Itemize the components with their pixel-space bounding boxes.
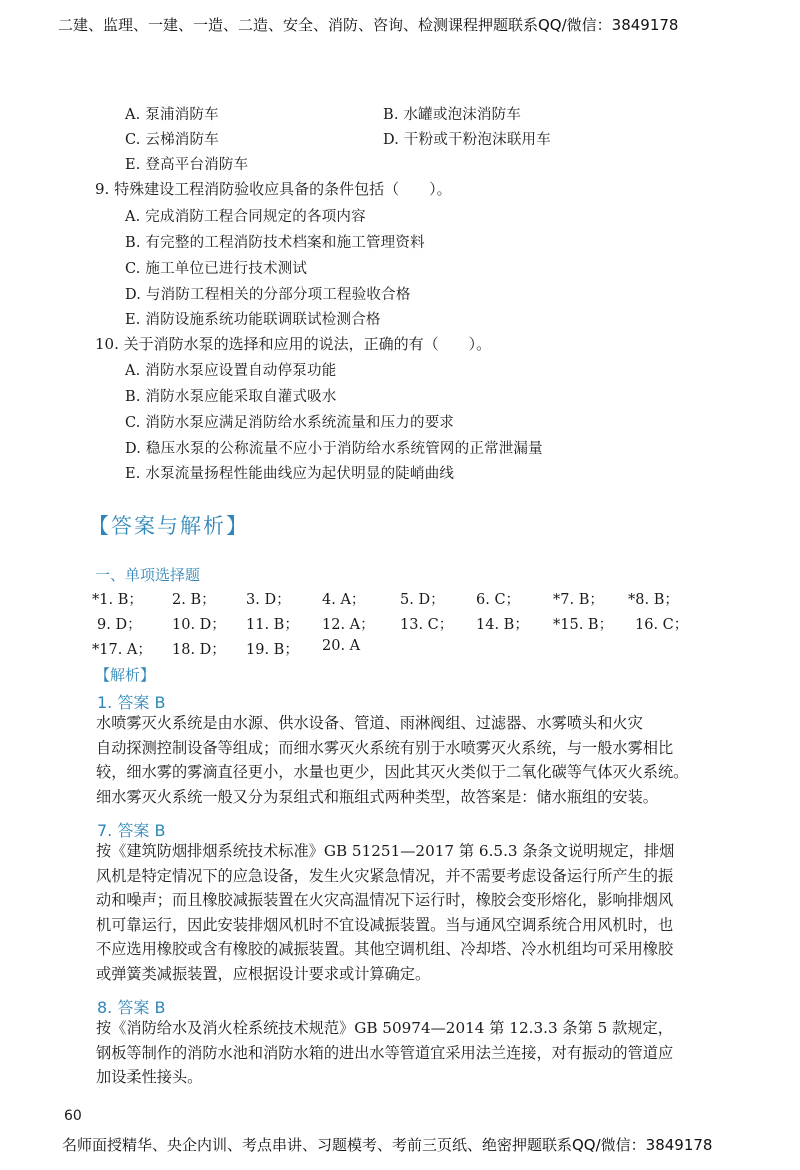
answer-item: *7. B； [553,592,604,608]
page-number: 60 [64,1108,82,1124]
answer-item: 11. B； [246,617,299,633]
explanation-body-1 [96,711,688,809]
paragraph-line: 按《建筑防烟排烟系统技术标准》GB 51251—2017 第 6.5.3 条条文说明规定，排烟 [96,842,675,860]
q9-option-c: C. 施工单位已进行技术测试 [125,261,308,277]
paragraph-line: 按《消防给水及消火栓系统技术规范》GB 50974—2014 第 12.3.3 条第 5 款规定， [96,1019,673,1037]
explanation-body-8 [96,1016,673,1090]
answer-item: 2. B； [172,592,216,608]
answer-item: 6. C； [476,592,521,608]
q9-option-d: D. 与消防工程相关的分部分项工程验收合格 [125,287,411,303]
q9-option-e: E. 消防设施系统功能联调联试检测合格 [125,312,381,328]
explanation-heading-7: 7. 答案 B [97,821,166,840]
paragraph-line: 加设柔性接头。 [96,1068,203,1086]
answer-item: 3. D； [246,592,291,608]
page-footer: 名师面授精华、央企内训、考点串讲、习题模考、考前三页纸、绝密押题联系QQ/微信：3849178 [62,1136,713,1154]
answers-section-title: 【答案与解析】 [88,514,249,538]
analysis-label: 【解析】 [95,666,156,684]
paragraph-line: 风机是特定情况下的应急设备，发生火灾紧急情况，并不需要考虑设备运行所产生的振 [96,866,674,885]
answer-item: 12. A； [322,617,375,633]
q9-option-b: B. 有完整的工程消防技术档案和施工管理资料 [125,235,425,251]
answer-item: 4. A； [322,592,366,608]
q10-option-a: A. 消防水泵应设置自动停泵功能 [125,363,337,379]
q8-option-c: C. 云梯消防车 [125,132,219,148]
paragraph-line: 水喷雾灭火系统是由水源、供水设备、管道、雨淋阀组、过滤器、水雾喷头和火灾 [96,714,643,732]
answer-item: 20. A [322,638,361,654]
paragraph-line: 较，细水雾的雾滴直径更小，水量也更少，因此其灭火类似于二氧化碳等气体灭火系统。 [96,763,689,781]
answer-item: *15. B； [553,617,614,633]
q8-option-a: A. 泵浦消防车 [125,107,219,123]
answer-item: *1. B； [92,592,143,608]
paragraph-line: 钢板等制作的消防水池和消防水箱的进出水等管道宜采用法兰连接，对有振动的管道应 [96,1043,674,1062]
q10-option-c: C. 消防水泵应满足消防给水系统流量和压力的要求 [125,415,455,431]
answer-item: 10. D； [172,617,226,633]
answer-item: *17. A； [92,642,152,658]
q8-option-e: E. 登高平台消防车 [125,157,249,173]
page-header: 二建、监理、一建、一造、二造、安全、消防、咨询、检测课程押题联系QQ/微信：3849178 [58,16,679,34]
answer-item: 5. D； [400,592,445,608]
answer-item: 13. C； [400,617,454,633]
paragraph-line: 不应选用橡胶或含有橡胶的减振装置。其他空调机组、冷却塔、冷水机组均可采用橡胶 [96,940,674,958]
q10-option-b: B. 消防水泵应能采取自灌式吸水 [125,389,337,405]
q8-option-d: D. 干粉或干粉泡沫联用车 [383,132,551,148]
answer-item: 19. B； [246,642,299,658]
explanation-heading-8: 8. 答案 B [97,998,166,1017]
paragraph-line: 细水雾灭火系统一般又分为泵组式和瓶组式两种类型，故答案是：储水瓶组的安装。 [96,787,658,806]
single-choice-subtitle: 一、单项选择题 [95,566,201,584]
paragraph-line: 机可靠运行，因此安装排烟风机时不宜设减振装置。当与通风空调系统合用风机时，也 [96,915,674,934]
q10-stem: 10. 关于消防水泵的选择和应用的说法，正确的有（ ）。 [95,335,492,353]
answer-item: 9. D； [97,617,142,633]
q10-option-e: E. 水泵流量扬程性能曲线应为起伏明显的陡峭曲线 [125,466,455,482]
q10-option-d: D. 稳压水泵的公称流量不应小于消防给水系统管网的正常泄漏量 [125,441,543,457]
explanation-body-7 [96,839,674,986]
answer-item: 18. D； [172,642,226,658]
paragraph-line: 动和噪声；而且橡胶减振装置在火灾高温情况下运行时，橡胶会变形熔化，影响排烟风 [96,891,674,909]
answer-item: *8. B； [628,592,679,608]
q9-stem: 9. 特殊建设工程消防验收应具备的条件包括（ ）。 [95,180,452,198]
answer-item: 16. C； [635,617,689,633]
q9-option-a: A. 完成消防工程合同规定的各项内容 [125,209,366,225]
answer-item: 14. B； [476,617,529,633]
paragraph-line: 或弹簧类减振装置，应根据设计要求或计算确定。 [96,964,431,983]
q8-option-b: B. 水罐或泡沫消防车 [383,107,522,123]
paragraph-line: 自动探测控制设备等组成；而细水雾灭火系统有别于水喷雾灭火系统，与一般水雾相比 [96,738,674,757]
explanation-heading-1: 1. 答案 B [97,693,166,712]
